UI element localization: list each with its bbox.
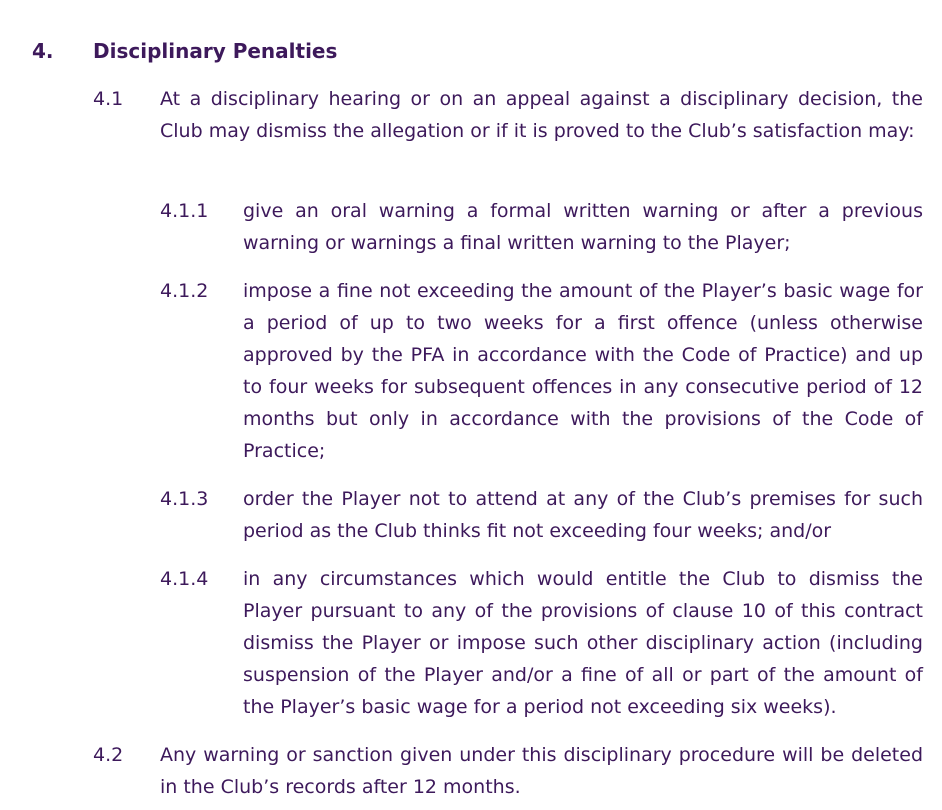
clause-number: 4.1.2	[160, 280, 209, 302]
section-title: Disciplinary Penalties	[93, 39, 338, 63]
clause-number: 4.2	[93, 744, 124, 766]
clause-text: give an oral warning a formal written warning or after a previous warning or warnings a final written warning to the Player;	[243, 200, 923, 254]
clause-number: 4.1	[93, 88, 124, 110]
clause-text: order the Player not to attend at any of the Club’s premises for such period as the Club thinks fit not exceeding four weeks; and/or	[243, 488, 923, 542]
section-number: 4.	[32, 39, 54, 63]
clause-text: in any circumstances which would entitle the Club to dismiss the Player pursuant to any of the provisions of clause 10 of this contract dismiss the Player or impose such other disciplinary action (including suspension of the Player and/or a fine of all or part of the amount of the Player’s basic wage for a period not exceeding six weeks).	[243, 568, 923, 718]
clause-number: 4.1.1	[160, 200, 209, 222]
clause-number: 4.1.3	[160, 488, 209, 510]
clause-text: Any warning or sanction given under this disciplinary procedure will be deleted in the Club’s records after 12 months.	[160, 744, 923, 798]
clause-text: impose a fine not exceeding the amount of the Player’s basic wage for a period of up to two weeks for a first offence (unless otherwise approved by the PFA in accordance with the Code of Practice) and up to four weeks for subsequent offences in any consecutive period of 12 months but only in accordance with the provisions of the Code of Practice;	[243, 280, 923, 462]
clause-text: At a disciplinary hearing or on an appeal against a disciplinary decision, the Club may dismiss the allegation or if it is proved to the Club’s satisfaction may:	[160, 88, 923, 142]
section-heading	[0, 36, 942, 66]
clause-number: 4.1.4	[160, 568, 209, 590]
